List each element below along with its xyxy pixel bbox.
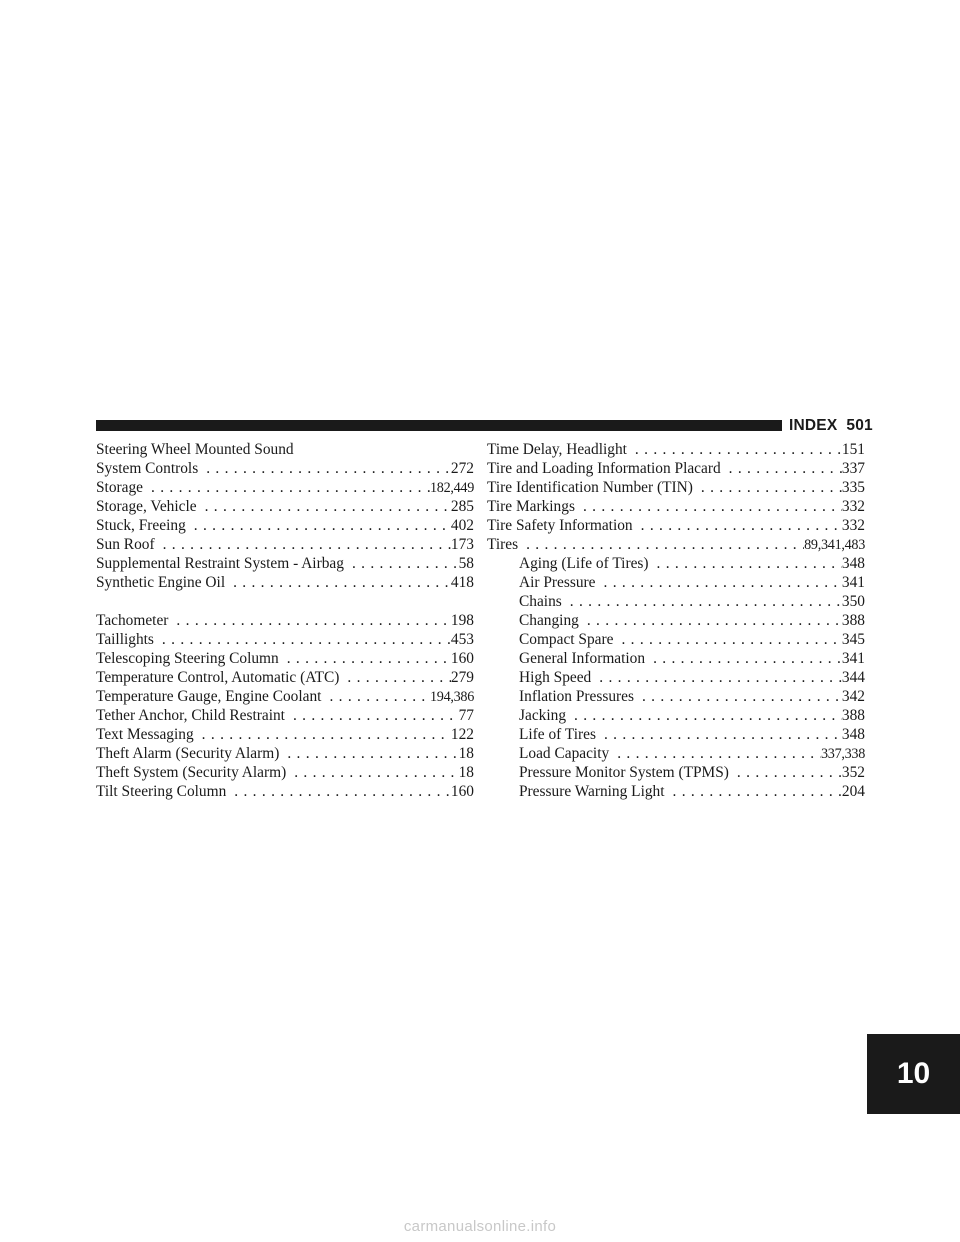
chapter-tab: 10 bbox=[867, 1034, 960, 1114]
index-page: 332 bbox=[841, 498, 865, 515]
index-subentry bbox=[487, 744, 865, 763]
dot-leader bbox=[729, 763, 842, 782]
index-term: Tire Safety Information bbox=[487, 517, 633, 534]
dot-leader bbox=[198, 459, 451, 478]
dot-leader bbox=[645, 649, 842, 668]
dot-leader bbox=[566, 706, 842, 725]
index-page: 337,338 bbox=[820, 746, 865, 762]
index-term: Tire and Loading Information Placard bbox=[487, 460, 721, 477]
index-term: Time Delay, Headlight bbox=[487, 441, 627, 458]
dot-leader bbox=[143, 478, 430, 497]
index-term: Tires bbox=[487, 536, 519, 553]
index-subentry bbox=[487, 725, 865, 744]
dot-leader bbox=[226, 782, 451, 801]
index-entry bbox=[96, 706, 474, 725]
index-page: 58 bbox=[458, 555, 474, 572]
index-subentry bbox=[487, 573, 865, 592]
index-term: Temperature Control, Automatic (ATC) bbox=[96, 669, 340, 686]
dot-leader bbox=[562, 592, 842, 611]
index-entry bbox=[96, 649, 474, 668]
dot-leader bbox=[344, 554, 459, 573]
index-term: General Information bbox=[519, 650, 646, 667]
index-page: 453 bbox=[450, 631, 474, 648]
index-entry bbox=[96, 440, 474, 459]
index-page: 194,386 bbox=[429, 689, 474, 705]
dot-leader bbox=[609, 744, 821, 763]
dot-leader bbox=[633, 516, 842, 535]
index-page: 341 bbox=[841, 574, 865, 591]
dot-leader bbox=[279, 744, 458, 763]
index-page: 272 bbox=[450, 460, 474, 477]
index-term: Changing bbox=[519, 612, 579, 629]
dot-leader bbox=[649, 554, 842, 573]
dot-leader bbox=[197, 497, 451, 516]
index-term: Tachometer bbox=[96, 612, 169, 629]
index-subentry bbox=[487, 763, 865, 782]
index-entry bbox=[96, 668, 474, 687]
dot-leader bbox=[591, 668, 842, 687]
running-header bbox=[789, 417, 873, 435]
index-page: 182,449 bbox=[429, 480, 474, 496]
header-page-number: 501 bbox=[846, 417, 873, 434]
dot-leader bbox=[321, 687, 430, 706]
dot-leader bbox=[194, 725, 451, 744]
index-page: 204 bbox=[841, 783, 865, 800]
index-column-left bbox=[96, 440, 474, 801]
index-page: 348 bbox=[841, 726, 865, 743]
index-term: Stuck, Freeing bbox=[96, 517, 186, 534]
index-entry bbox=[96, 497, 474, 516]
index-page: 332 bbox=[841, 517, 865, 534]
index-term: Compact Spare bbox=[519, 631, 614, 648]
index-term: Life of Tires bbox=[519, 726, 596, 743]
index-page: 342 bbox=[841, 688, 865, 705]
index-term: Taillights bbox=[96, 631, 154, 648]
index-page: 122 bbox=[450, 726, 474, 743]
index-term: Tilt Steering Column bbox=[96, 783, 227, 800]
index-term: Supplemental Restraint System - Airbag bbox=[96, 555, 344, 572]
index-entry bbox=[487, 478, 865, 497]
index-subentry bbox=[487, 611, 865, 630]
index-page: 341 bbox=[841, 650, 865, 667]
index-subentry bbox=[487, 649, 865, 668]
index-subentry bbox=[487, 687, 865, 706]
index-page: 160 bbox=[450, 783, 474, 800]
index-subentry bbox=[487, 630, 865, 649]
index-term: Theft Alarm (Security Alarm) bbox=[96, 745, 280, 762]
index-entry bbox=[487, 497, 865, 516]
index-entry bbox=[96, 763, 474, 782]
index-page: 151 bbox=[841, 441, 865, 458]
index-page: 402 bbox=[450, 517, 474, 534]
index-term: Synthetic Engine Oil bbox=[96, 574, 226, 591]
index-page: 160 bbox=[450, 650, 474, 667]
index-page: 18 bbox=[458, 745, 474, 762]
index-entry bbox=[96, 744, 474, 763]
index-term: Telescoping Steering Column bbox=[96, 650, 279, 667]
index-entry bbox=[487, 535, 865, 554]
index-subentry bbox=[487, 592, 865, 611]
dot-leader bbox=[596, 725, 842, 744]
index-term: Temperature Gauge, Engine Coolant bbox=[96, 688, 322, 705]
dot-leader bbox=[279, 649, 451, 668]
index-page: 352 bbox=[841, 764, 865, 781]
index-page: 89,341,483 bbox=[804, 537, 865, 553]
dot-leader bbox=[168, 611, 450, 630]
index-page: 418 bbox=[450, 574, 474, 591]
dot-leader bbox=[225, 573, 451, 592]
index-page: 337 bbox=[841, 460, 865, 477]
index-page: 388 bbox=[841, 707, 865, 724]
index-entry bbox=[96, 630, 474, 649]
index-term: Storage, Vehicle bbox=[96, 498, 197, 515]
dot-leader bbox=[613, 630, 841, 649]
index-term: Jacking bbox=[519, 707, 567, 724]
index-entry bbox=[96, 687, 474, 706]
index-entry bbox=[96, 535, 474, 554]
index-term: Tire Markings bbox=[487, 498, 575, 515]
header-section: INDEX bbox=[789, 417, 838, 434]
index-subentry bbox=[487, 668, 865, 687]
dot-leader bbox=[286, 763, 458, 782]
index-subentry bbox=[487, 782, 865, 801]
index-page: 335 bbox=[841, 479, 865, 496]
index-page: 279 bbox=[450, 669, 474, 686]
index-page: 173 bbox=[450, 536, 474, 553]
index-term: Tire Identification Number (TIN) bbox=[487, 479, 693, 496]
index-page: 77 bbox=[458, 707, 474, 724]
index-page: 388 bbox=[841, 612, 865, 629]
index-term: High Speed bbox=[519, 669, 592, 686]
dot-leader bbox=[186, 516, 451, 535]
header-rule bbox=[96, 420, 782, 431]
index-term: Text Messaging bbox=[96, 726, 194, 743]
index-entry bbox=[96, 459, 474, 478]
dot-leader bbox=[627, 440, 842, 459]
dot-leader bbox=[693, 478, 842, 497]
index-page: 348 bbox=[841, 555, 865, 572]
index-page: 350 bbox=[841, 593, 865, 610]
index-term: Aging (Life of Tires) bbox=[519, 555, 649, 572]
index-page: 18 bbox=[458, 764, 474, 781]
dot-leader bbox=[154, 630, 451, 649]
index-page: 345 bbox=[841, 631, 865, 648]
index-entry bbox=[487, 459, 865, 478]
index-entry bbox=[487, 440, 865, 459]
index-subentry bbox=[487, 554, 865, 573]
dot-leader bbox=[285, 706, 459, 725]
index-term: System Controls bbox=[96, 460, 199, 477]
index-term: Pressure Monitor System (TPMS) bbox=[519, 764, 729, 781]
index-term: Steering Wheel Mounted Sound bbox=[96, 441, 294, 458]
dot-leader bbox=[665, 782, 842, 801]
index-entry bbox=[96, 725, 474, 744]
index-page: 285 bbox=[450, 498, 474, 515]
dot-leader bbox=[518, 535, 804, 554]
index-subentry bbox=[487, 706, 865, 725]
index-term: Air Pressure bbox=[519, 574, 596, 591]
index-page: 344 bbox=[841, 669, 865, 686]
index-term: Inflation Pressures bbox=[519, 688, 634, 705]
index-entry bbox=[96, 554, 474, 573]
index-entry bbox=[96, 478, 474, 497]
dot-leader bbox=[596, 573, 842, 592]
index-entry bbox=[487, 516, 865, 535]
index-term: Storage bbox=[96, 479, 144, 496]
index-term: Chains bbox=[519, 593, 562, 610]
index-page: 198 bbox=[450, 612, 474, 629]
dot-leader bbox=[575, 497, 842, 516]
index-term: Theft System (Security Alarm) bbox=[96, 764, 287, 781]
dot-leader bbox=[634, 687, 842, 706]
index-entry bbox=[96, 782, 474, 801]
dot-leader bbox=[721, 459, 842, 478]
dot-leader bbox=[155, 535, 451, 554]
index-term: Sun Roof bbox=[96, 536, 155, 553]
index-term: Load Capacity bbox=[519, 745, 610, 762]
index-column-right bbox=[487, 440, 865, 801]
index-term: Tether Anchor, Child Restraint bbox=[96, 707, 285, 724]
index-entry bbox=[96, 611, 474, 630]
watermark: carmanualsonline.info bbox=[403, 1218, 557, 1235]
index-entry bbox=[96, 573, 474, 592]
index-entry bbox=[96, 516, 474, 535]
dot-leader bbox=[339, 668, 451, 687]
dot-leader bbox=[579, 611, 842, 630]
index-term: Pressure Warning Light bbox=[519, 783, 665, 800]
